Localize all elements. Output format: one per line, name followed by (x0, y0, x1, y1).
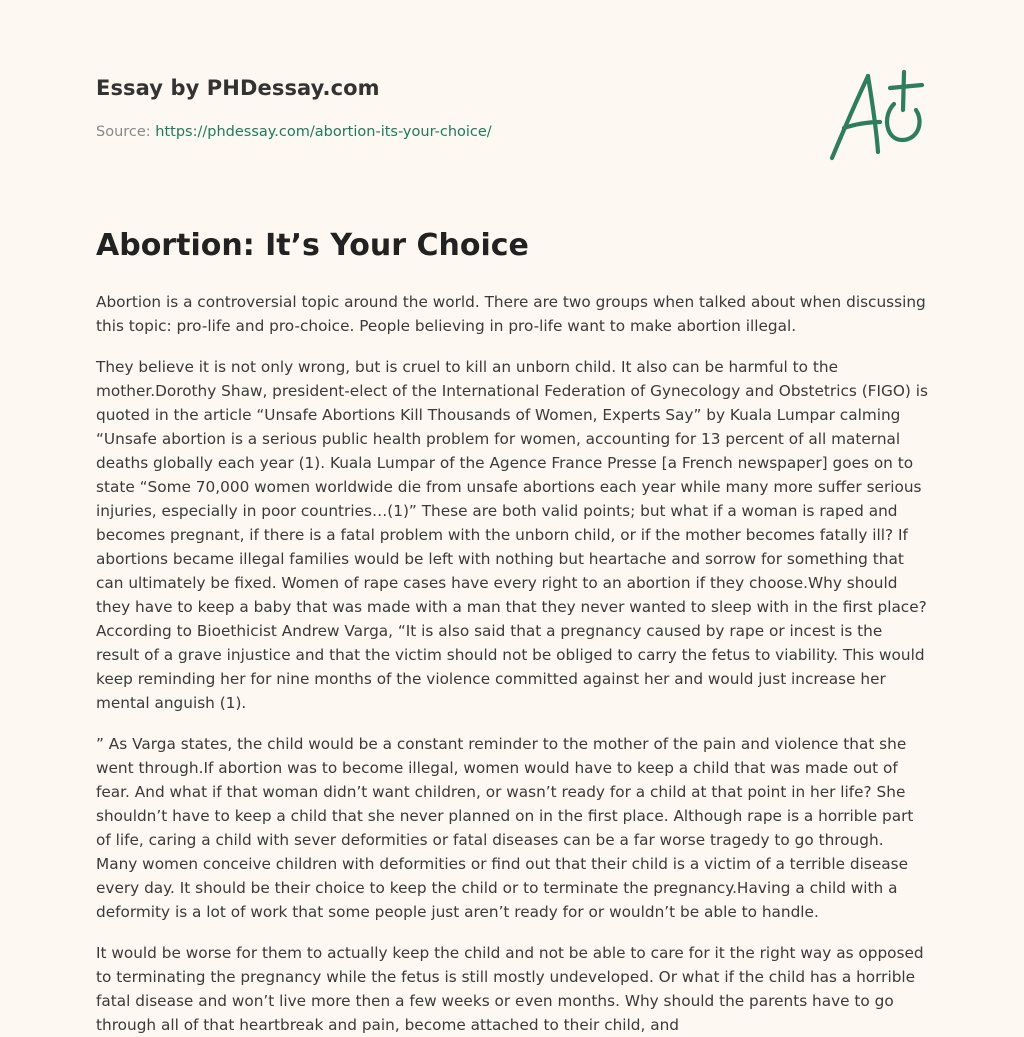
source-line (96, 124, 492, 140)
page-header (96, 0, 928, 200)
essay-paragraph: Abortion is a controversial topic around the world. There are two groups when talked about when discussing this topic: pro-life and pro-choice. People believing in pro-life want to make abortion illegal. (96, 293, 926, 335)
source-link[interactable]: https://phdessay.com/abortion-its-your-choice/ (155, 124, 492, 140)
essay-paragraph: It would be worse for them to actually keep the child and not be able to care for it the right way as opposed to terminating the pregnancy while the fetus is still mostly undeveloped. Or what if the child has a horrible fatal disease and won’t live more then a few weeks or even months. Why should the parents have to go through all of that heartbreak and pain, become attached to their child, and (96, 944, 924, 1034)
essay-paragraph: ” As Varga states, the child would be a constant reminder to the mother of the pain and violence that she went through.If abortion was to become illegal, women would have to keep a child that was made out of fear. And what if that woman didn’t want children, or wasn’t ready for a child at that point in her life? She shouldn’t have to keep a child that she never planned on in the first place. Although rape is a horrible part of life, caring a child with sever deformities or fatal diseases can be a far worse tragedy to go through. Many women conceive children with deformities or find out that their child is a victim of a terrible disease every day. It should be their choice to keep the child or to terminate the pregnancy.Having a child with a deformity is a lot of work that some people just aren’t ready for or wouldn’t be able to handle. (96, 735, 914, 921)
source-label: Source: (96, 124, 156, 140)
essay-paragraph: They believe it is not only wrong, but is cruel to kill an unborn child. It also can be harmful to the mother.Dorothy Shaw, president-elect of the International Federation of Gynecology and Obstetrics (FIGO) is quoted in the article “Unsafe Abortions Kill Thousands of Women, Experts Say” by Kuala Lumpar calming “Unsafe abortion is a serious public health problem for women, accounting for 13 percent of all maternal deaths globally each year (1). Kuala Lumpar of the Agence France Presse [a French newspaper] goes on to state “Some 70,000 women worldwide die from unsafe abortions each year while many more suffer serious injuries, especially in poor countries…(1)” These are both valid points; but what if a woman is raped and becomes pregnant, if there is a fatal problem with the unborn child, or if the mother becomes fatally ill? If abortions became illegal families would be left with nothing but heartache and sorrow for something that can ultimately be fixed. Women of rape cases have every right to an abortion if they choose.Why should they have to keep a baby that was made with a man that they never wanted to sleep with in the first place? According to Bioethicist Andrew Varga, “It is also said that a pregnancy caused by rape or incest is the result of a grave injustice and that the victim should not be obliged to carry the fetus to viability. This would keep reminding her for nine months of the violence committed against her and would just increase her mental anguish (1). (96, 358, 928, 712)
essay-title: Abortion: It’s Your Choice (96, 228, 529, 263)
site-title: Essay by PHDessay.com (96, 76, 380, 100)
a-plus-logo-icon (824, 66, 930, 166)
essay-body (96, 290, 928, 1037)
